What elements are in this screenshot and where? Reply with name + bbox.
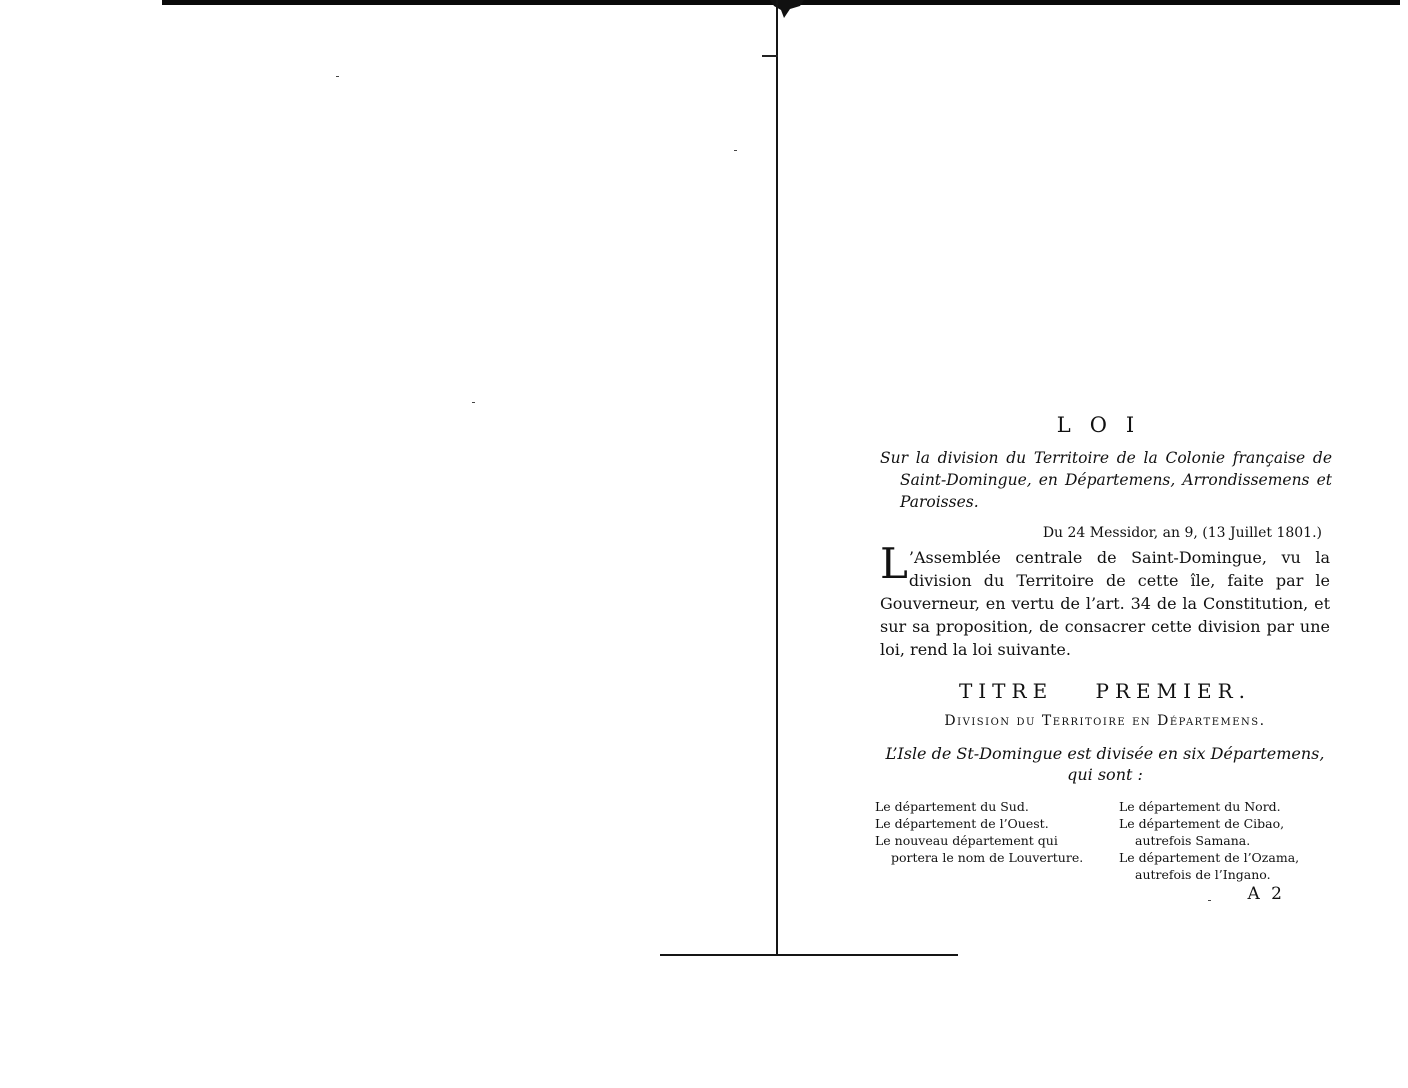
law-date: Du 24 Messidor, an 9, (13 Juillet 1801.): [1042, 525, 1322, 541]
law-title: LOI: [1056, 413, 1154, 437]
paper-speck: [734, 150, 737, 151]
list-item: Le nouveau département qui portera le nom de Louverture.: [875, 833, 1084, 865]
department-column-right: [1105, 798, 1335, 883]
division-heading: Division du Territoire en Départemens.: [944, 713, 1266, 729]
paper-speck: [472, 402, 475, 403]
list-item: Le département du Nord.: [1119, 799, 1281, 814]
drop-cap: L: [880, 539, 908, 588]
preamble-text: ’Assemblée centrale de Saint-Domingue, vu la division du Territoire de cette île, faite par le Gouverneur, en vertu de l’art. 34 de la Constitution, et sur sa proposition, de consacrer cette division par une loi, rend la loi suivante.: [880, 548, 1330, 659]
title-heading: TITRE PREMIER.: [958, 679, 1252, 703]
list-item: Le département de Cibao, autrefois Samana.: [1119, 816, 1285, 848]
department-column-left: [875, 798, 1105, 883]
department-list: [875, 798, 1335, 883]
book-spine-fold: [776, 0, 778, 955]
list-item: Le département du Sud.: [875, 799, 1029, 814]
preamble-paragraph: [880, 539, 1330, 661]
page-signature: A 2: [1247, 884, 1285, 904]
printed-page: [870, 405, 1340, 915]
isle-statement: L’Isle de St-Domingue est divisée en six Départemens, qui sont :: [885, 744, 1325, 784]
list-item: Le département de l’Ozama, autrefois de l’Ingano.: [1119, 850, 1300, 882]
law-subtitle: Sur la division du Territoire de la Colonie française de Saint-Domingue, en Départemens, Arrondissemens et Paroisses.: [880, 449, 1332, 511]
paper-speck: [336, 76, 339, 77]
spine-mark: [762, 55, 778, 57]
list-item: Le département de l’Ouest.: [875, 816, 1049, 831]
page-bottom-edge: [660, 954, 958, 956]
